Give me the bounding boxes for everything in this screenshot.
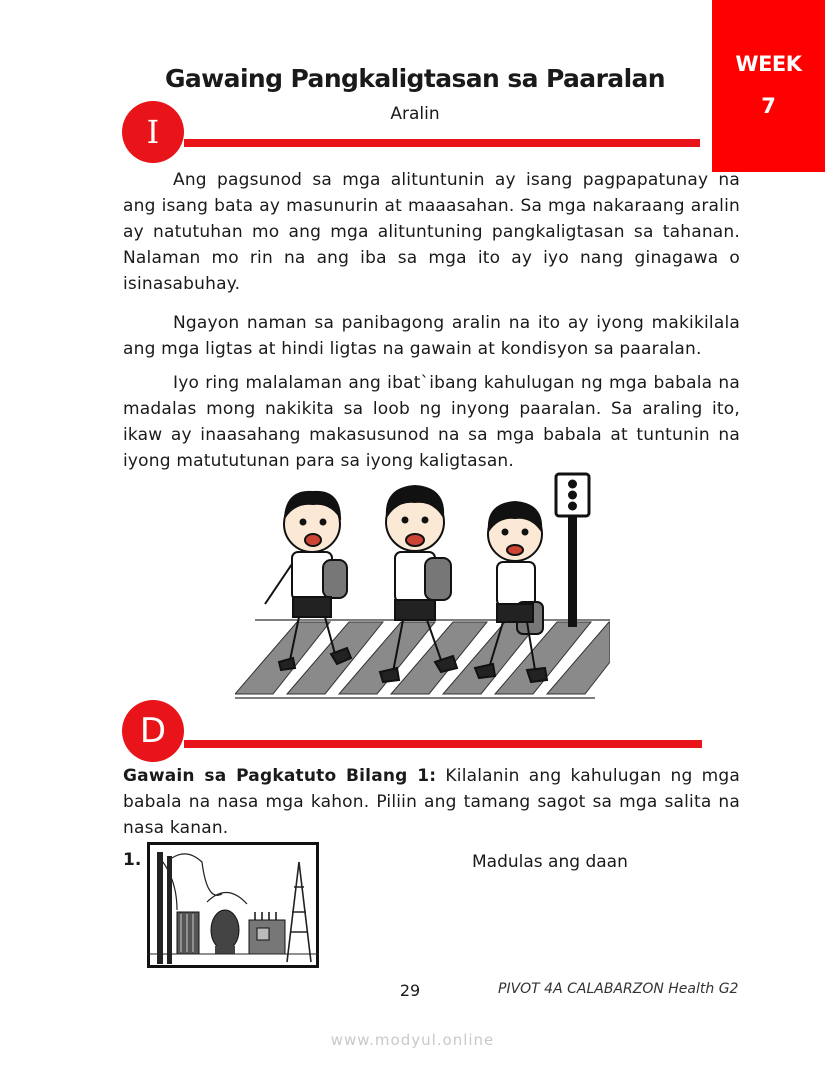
section-i-badge	[122, 101, 184, 163]
children-crossing-illustration	[235, 472, 610, 702]
paragraph-1-text: Ang pagsunod sa mga alituntunin ay isang pagpapatunay na ang isang bata ay masunurin at maaasahan. Sa mga nakaraang aralin ay natutuhan mo ang mga alituntuning pangkaligtasan sa tahanan. Nalaman mo rin na ang iba sa mga ito ay iyo nang ginagawa o isinasabuhay.	[123, 170, 740, 294]
item-1-number: 1.	[123, 850, 142, 870]
section-i-letter: I	[146, 113, 160, 151]
section-d-badge	[122, 700, 184, 762]
traffic-light	[556, 474, 589, 627]
item-1-answer-option: Madulas ang daan	[472, 852, 628, 872]
paragraph-1	[123, 167, 740, 297]
footer-reference: PIVOT 4A CALABARZON Health G2	[498, 981, 739, 997]
activity-text: Kilalanin ang kahulugan ng mga babala na nasa mga kahon. Piliin ang tamang sagot sa mga salita na nasa kanan.	[123, 766, 740, 838]
section-i-divider	[184, 139, 700, 147]
paragraph-3	[123, 370, 740, 474]
paragraph-3-text: Iyo ring malalaman ang ibat`ibang kahulugan ng mga babala na madalas mong nakikita sa loob ng inyong paaralan. Sa araling ito, ikaw ay inaasahang makasusunod na sa mga babala at tuntunin na iyong matututunan para sa iyong kaligtasan.	[123, 373, 740, 471]
section-d-letter: D	[139, 711, 167, 751]
electrical-hazard-sign-image	[147, 842, 319, 968]
lesson-subtitle: Aralin	[390, 104, 440, 124]
activity-label: Gawain sa Pagkatuto Bilang 1:	[123, 766, 437, 786]
page-number: 29	[399, 981, 421, 1000]
week-label: WEEK	[735, 52, 802, 76]
watermark: www.modyul.online	[330, 1031, 495, 1049]
paragraph-2	[123, 310, 740, 362]
activity-instructions	[123, 763, 740, 841]
page-title: Gawaing Pangkaligtasan sa Paaralan	[164, 64, 666, 93]
week-number: 7	[761, 94, 776, 118]
section-d-divider	[184, 740, 702, 748]
week-tab	[712, 0, 825, 172]
paragraph-2-text: Ngayon naman sa panibagong aralin na ito ay iyong makikilala ang mga ligtas at hindi ligtas na gawain at kondisyon sa paaralan.	[123, 313, 740, 359]
